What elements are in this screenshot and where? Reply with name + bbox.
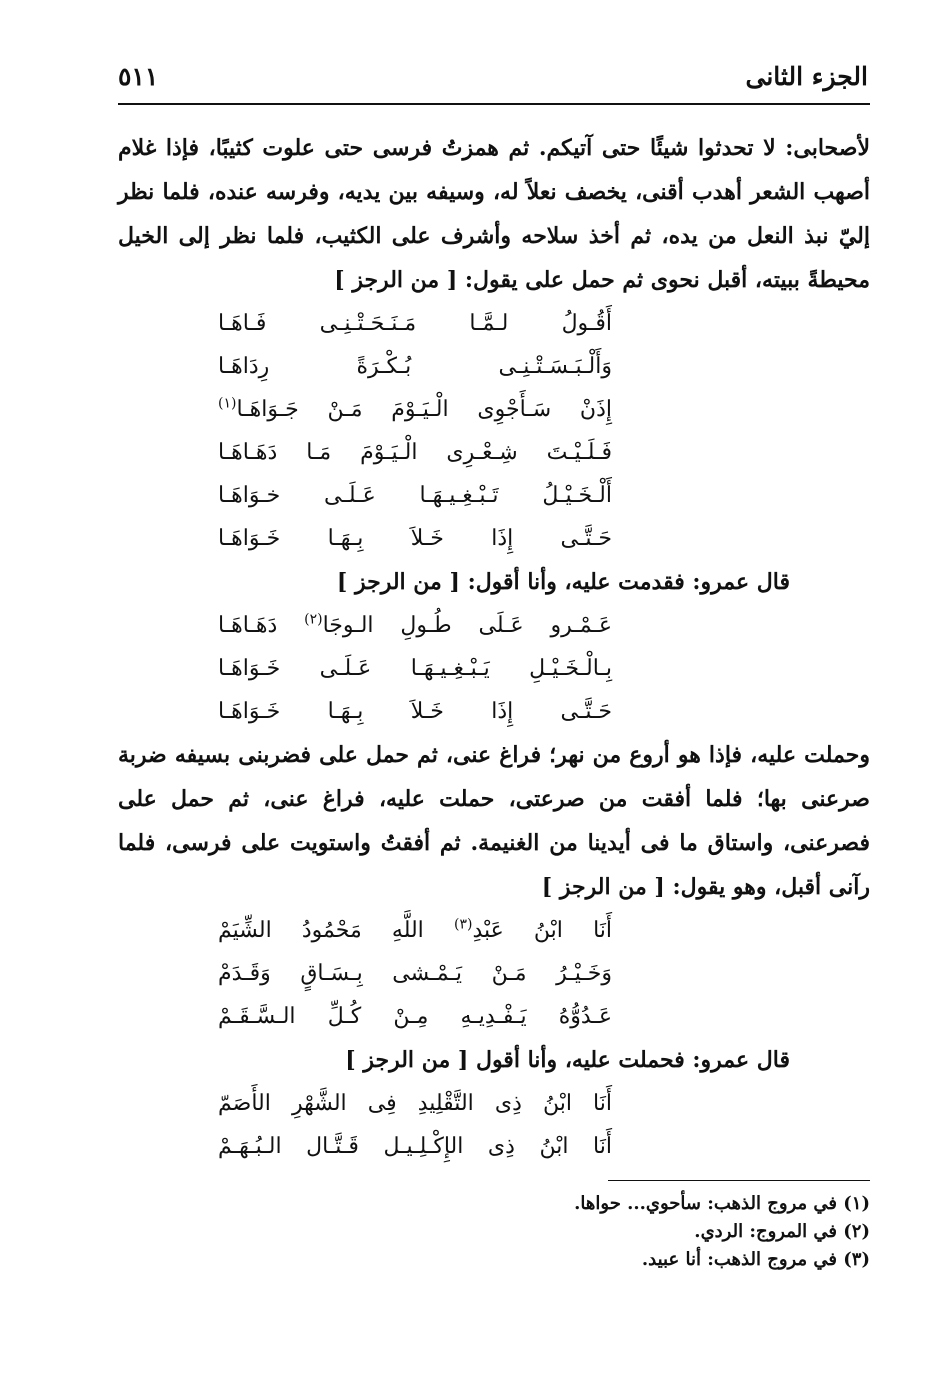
verse-block-4 (118, 1082, 870, 1168)
verse-line: أَقُـولُ لـمَّـا مَـنَـحَـتْـنِـى فَـاهَـا (218, 311, 612, 336)
footnote-ref-3: (٣) (453, 916, 473, 933)
verse-line (118, 909, 870, 952)
verse-line: أَنَا ابْنُ ذِى التَّقْلِيدِ فِى الشَّهْرِ الأَصَمّ (218, 1091, 612, 1116)
footnote-ref-1: (١) (218, 395, 237, 412)
footnote-3: (٣) في مروج الذهب: أنا عبيد. (641, 1249, 870, 1270)
verse-block-3 (118, 909, 870, 1038)
paragraph-4: قال عمرو: فحملت عليه، وأنا أقول [ من الرجز ] (345, 1047, 790, 1073)
verse-text: عَـمْـرو عَـلَى طُـولِ الـوجَا (322, 613, 612, 638)
verse-line: فَـلَـيْـتَ شِـعْـرِى الْـيَـوْمَ مَـا دَهَـاهَـا (218, 440, 612, 465)
verse-line: عَـدُوُّهُ يَـفْـدِيـهِ مِـنْ كُـلِّ الـسَّـقَـمْ (218, 1004, 612, 1029)
verse-line (118, 604, 870, 647)
footnotes (118, 1190, 870, 1274)
verse-text: دَهَـاهَـا (218, 613, 278, 638)
verse-line: أَلْـخَـيْـلُ تَـبْـغِـيـهَـا عَـلَـى خـوَاهَـا (218, 483, 612, 508)
verse-block-2 (118, 604, 870, 733)
running-title: الجزء الثانى (745, 62, 868, 91)
footnote-rule (608, 1180, 870, 1181)
verse-text: اللَّهِ مَحْمُودُ الشِّيَمْ (218, 918, 424, 943)
verse-line: وَخَـيْـرُ مَـنْ يَـمْـشى بِـسَـاقٍ وَقَـدَمْ (218, 961, 612, 986)
paragraph-2: قال عمرو: فقدمت عليه، وأنا أقول: [ من الرجز ] (336, 569, 790, 595)
verse-line: وَأَلْـبَـسَـتْـنِـى بُـكْـرَةً رِدَاهَـا (218, 354, 612, 379)
verse-block-1 (118, 302, 870, 560)
verse-line: بِـالْـخَـيْـلِ يَـبْـغِـيـهَـا عَـلَـى خَـوَاهَـا (218, 656, 612, 681)
verse-line: حَـتَّـى إِذَا خَـلاَ بِـهَـا خَـوَاهَـا (218, 699, 612, 724)
paragraph-1: لأصحابى: لا تحدثوا شيئًا حتى آتيكم. ثم همزتُ فرسى حتى علوت كثيبًا، فإذا غلام أصهب الشعر أهدب أقنى، يخصف نعلاً له، وسيفه بين يديه، وفرسه عنده، فلما نظر إليّ نبذ النعل من يده، ثم أخذ سلاحه وأشرف على الكثيب، فلما نظر إلى الخيل محيطةً ببيته، أقبل نحوى ثم حمل على يقول: [ من الرجز ] (118, 135, 870, 293)
paragraph-3: وحملت عليه، فإذا هو أروع من نهر؛ فراغ عنى، ثم حمل على فضربنى بسيفه ضربة صرعنى بها؛ فلما أفقت من صرعتى، حملت عليه، فراغ عنى، ثم حمل على فصرعنى، واستاق ما فى أيدينا من الغنيمة. ثم أفقتُ واستويت على فرسى، فلما رآنى أقبل، وهو يقول: [ من الرجز ] (118, 742, 870, 900)
verse-text: إِذَنْ سَـأَجْوِى الْـيَـوْمَ مَـنْ جَـوَاهَـا (236, 397, 612, 422)
footnote-2: (٢) في المروج: الردي. (694, 1221, 870, 1242)
page-number: ٥١١ (118, 62, 159, 91)
verse-line (118, 388, 870, 431)
footnote-ref-2: (٢) (304, 611, 323, 628)
verse-line: حَـتَّـى إِذَا خَـلاَ بِـهَـا خَـوَاهَـا (218, 526, 612, 551)
verse-line: أَنَا ابْنُ ذِى الإِكْـلِـيـل قَـتَّـال الـبُـهَـمْ (218, 1134, 612, 1159)
main-text (118, 126, 870, 1168)
verse-text: أَنَا ابْنُ عَبْدِ (472, 918, 613, 943)
header-rule (118, 103, 870, 105)
footnote-1: (١) في مروج الذهب: سأحوي... حواها. (574, 1193, 870, 1214)
page-header (118, 62, 870, 102)
